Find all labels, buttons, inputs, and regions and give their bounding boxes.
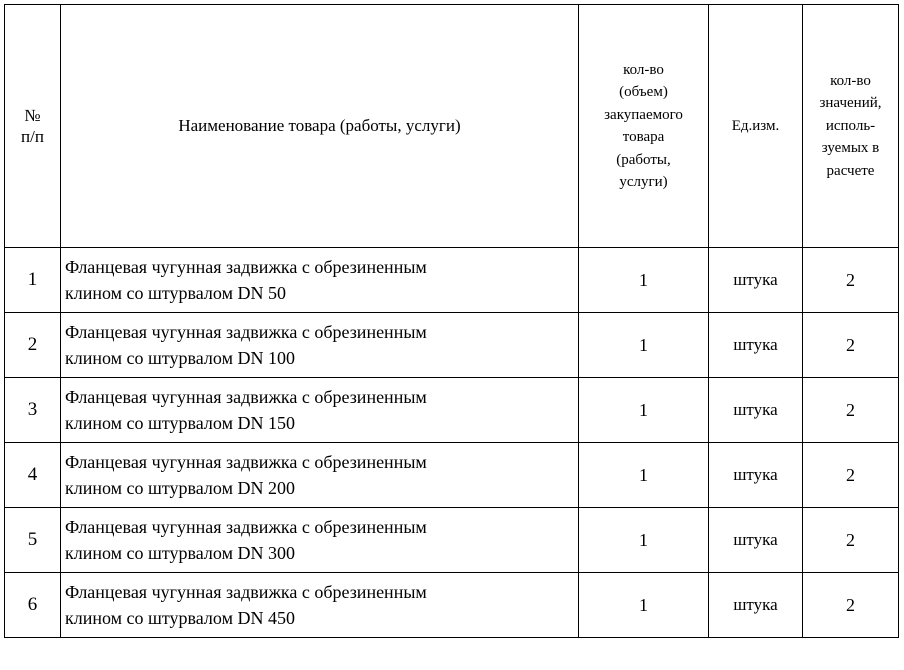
header-index-line1: № (24, 105, 41, 125)
row-name-line1: Фланцевая чугунная задвижка с обрезиненным (65, 451, 427, 472)
header-quantity-line6: услуги) (619, 174, 668, 190)
row-name-line1: Фланцевая чугунная задвижка с обрезиненным (65, 516, 427, 537)
header-values-line1: кол-во (830, 72, 871, 89)
header-unit: Ед.изм. (709, 5, 803, 248)
row-unit: штука (709, 313, 803, 378)
header-values-line5: расчете (826, 162, 875, 179)
table-body (5, 248, 899, 638)
row-index: 6 (5, 573, 61, 638)
table-row (5, 508, 899, 573)
row-quantity: 1 (579, 573, 709, 638)
header-quantity-line1: кол-во (623, 61, 664, 78)
row-name-line1: Фланцевая чугунная задвижка с обрезиненным (65, 256, 427, 277)
row-index: 5 (5, 508, 61, 573)
header-quantity-line5: (работы, (616, 151, 671, 168)
row-name-line2: клином со штурвалом DN 450 (65, 608, 295, 628)
row-name (61, 443, 579, 508)
row-quantity: 1 (579, 443, 709, 508)
row-name (61, 313, 579, 378)
table-row (5, 248, 899, 313)
row-unit: штука (709, 508, 803, 573)
row-name (61, 573, 579, 638)
row-index: 1 (5, 248, 61, 313)
row-name (61, 248, 579, 313)
row-unit: штука (709, 573, 803, 638)
row-values-count: 2 (803, 443, 899, 508)
row-name-line1: Фланцевая чугунная задвижка с обрезиненным (65, 581, 427, 602)
header-values-count (803, 5, 899, 248)
header-values-line3: исполь- (825, 117, 876, 134)
table-header-row (5, 5, 899, 248)
table-row (5, 443, 899, 508)
table-header (5, 5, 899, 248)
table-row (5, 378, 899, 443)
procurement-table (4, 4, 899, 638)
header-values-line4: зуемых в (821, 140, 880, 157)
row-values-count: 2 (803, 508, 899, 573)
row-quantity: 1 (579, 248, 709, 313)
row-name-line1: Фланцевая чугунная задвижка с обрезиненным (65, 386, 427, 407)
header-index-line2: п/п (21, 127, 44, 146)
row-name-line2: клином со штурвалом DN 200 (65, 478, 295, 498)
header-quantity (579, 5, 709, 248)
row-quantity: 1 (579, 508, 709, 573)
row-quantity: 1 (579, 378, 709, 443)
row-name-line2: клином со штурвалом DN 300 (65, 543, 295, 563)
row-index: 4 (5, 443, 61, 508)
header-name: Наименование товара (работы, услуги) (61, 5, 579, 248)
row-name (61, 378, 579, 443)
row-values-count: 2 (803, 573, 899, 638)
row-name-line2: клином со штурвалом DN 100 (65, 348, 295, 368)
header-quantity-line4: товара (622, 129, 665, 145)
table-row (5, 573, 899, 638)
row-values-count: 2 (803, 313, 899, 378)
row-index: 3 (5, 378, 61, 443)
row-unit: штука (709, 248, 803, 313)
row-values-count: 2 (803, 378, 899, 443)
header-values-line2: значений, (819, 95, 882, 112)
header-quantity-line3: закупаемого (604, 106, 683, 123)
table-row (5, 313, 899, 378)
header-index (5, 5, 61, 248)
row-values-count: 2 (803, 248, 899, 313)
row-name (61, 508, 579, 573)
row-name-line1: Фланцевая чугунная задвижка с обрезиненным (65, 321, 427, 342)
row-quantity: 1 (579, 313, 709, 378)
row-unit: штука (709, 378, 803, 443)
header-quantity-line2: (объем) (619, 84, 668, 100)
row-index: 2 (5, 313, 61, 378)
row-name-line2: клином со штурвалом DN 150 (65, 413, 295, 433)
row-unit: штука (709, 443, 803, 508)
row-name-line2: клином со штурвалом DN 50 (65, 283, 286, 303)
